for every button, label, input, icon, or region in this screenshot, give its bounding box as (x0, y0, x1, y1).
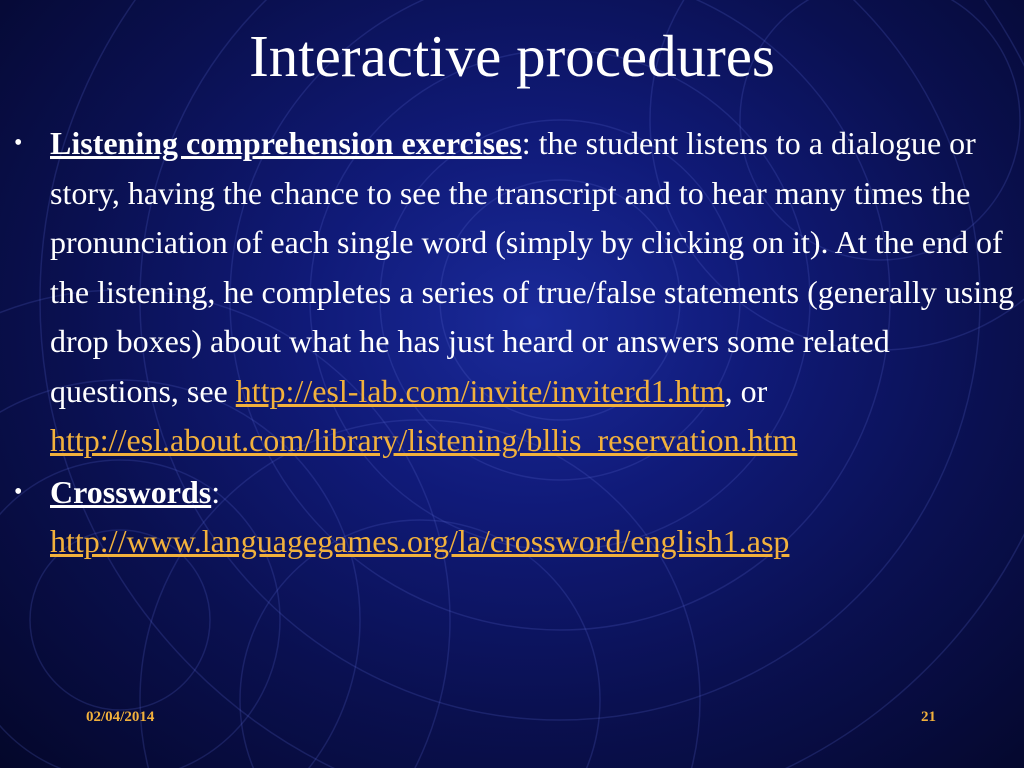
link-separator: , or (724, 372, 768, 409)
bullet-item-listening (14, 119, 1018, 466)
link-esl-about[interactable]: http://esl.about.com/library/listening/bllis_reservation.htm (50, 422, 798, 458)
bullet-icon: • (14, 478, 23, 505)
bullet-icon: • (14, 130, 23, 156)
term-colon: : (211, 473, 221, 510)
term-listening: Listening comprehension exercises (50, 125, 522, 161)
bullet-list (14, 119, 1018, 567)
page-number: 21 (921, 709, 936, 725)
link-esl-lab[interactable]: http://esl-lab.com/invite/inviterd1.htm (235, 372, 725, 409)
link-languagegames[interactable]: http://www.languagegames.org/la/crossword/english1.asp (50, 523, 790, 559)
bullet-item-crosswords (14, 468, 1018, 567)
footer-date: 02/04/2014 (86, 709, 155, 725)
slide-title: Interactive procedures (249, 23, 775, 89)
bullet-text-listening: the student listens to a dialogue or story, having the chance to see the transcript and to hear many times the pronunciation of each single word (simply by clicking on it). At the end of the listening, he completes a series of true/false statements (generally using drop boxes) about what he has just heard or answers some related questions, see (50, 125, 1015, 409)
term-crosswords: Crosswords (50, 473, 212, 510)
term-colon: : (521, 125, 531, 161)
